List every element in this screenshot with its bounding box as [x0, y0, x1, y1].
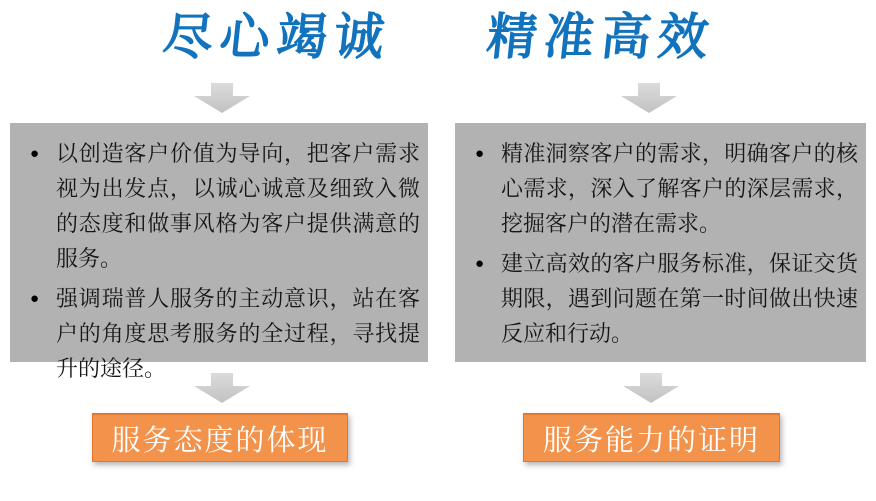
left-bullet-list — [30, 136, 420, 386]
down-arrow-icon — [194, 83, 250, 113]
left-description-panel — [10, 123, 428, 381]
bullet-dot-icon: ● — [475, 255, 485, 272]
bullet-item — [30, 136, 420, 276]
left-column-title — [97, 6, 457, 68]
right-title-text: 精准高效 — [484, 9, 718, 65]
left-title-text: 尽心竭诚 — [160, 9, 394, 65]
down-arrow-icon — [623, 373, 679, 403]
left-footer-label — [92, 413, 348, 462]
right-footer-text: 服务能力的证明 — [542, 424, 760, 457]
bullet-text: 精准洞察客户的需求，明确客户的核心需求，深入了解客户的深层需求，挖掘客户的潜在需求。 — [501, 141, 858, 236]
left-footer-text: 服务态度的体现 — [111, 424, 329, 457]
right-description-panel — [455, 123, 866, 362]
bullet-text: 以创造客户价值为导向，把客户需求视为出发点，以诚心诚意及细致入微的态度和做事风格为客户提供满意的服务。 — [56, 141, 420, 271]
bullet-item — [475, 136, 858, 241]
down-arrow-icon — [621, 83, 677, 113]
bullet-dot-icon: ● — [475, 145, 485, 162]
bullet-item — [30, 281, 420, 386]
down-arrow-icon — [194, 373, 250, 403]
bullet-text: 建立高效的客户服务标准，保证交货期限，遇到问题在第一时间做出快速反应和行动。 — [501, 251, 858, 346]
bullet-text: 强调瑞普人服务的主动意识，站在客户的角度思考服务的全过程，寻找提升的途径。 — [56, 286, 420, 381]
right-footer-label — [523, 413, 780, 462]
bullet-dot-icon: ● — [30, 145, 40, 162]
right-bullet-list — [475, 136, 858, 351]
right-column-title — [421, 6, 781, 68]
bullet-item — [475, 246, 858, 351]
bullet-dot-icon: ● — [30, 290, 40, 307]
